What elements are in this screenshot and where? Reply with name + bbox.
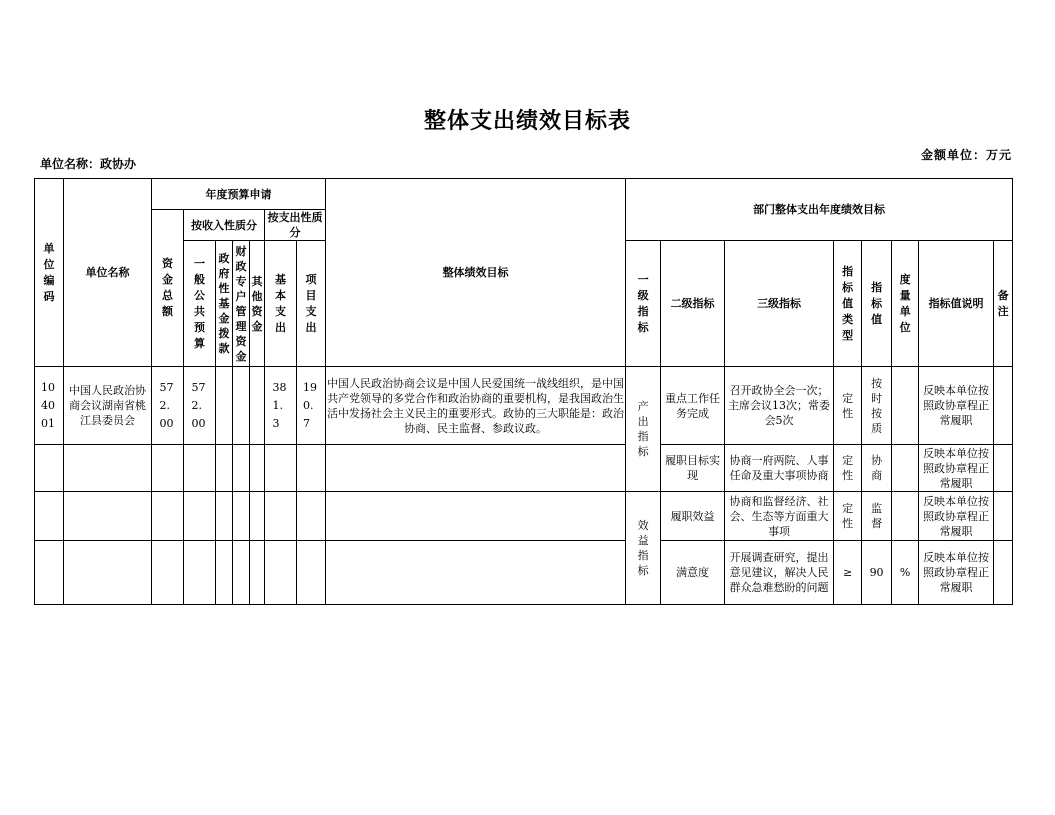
level3-cell: 开展调查研究，提出意见建议，解决人民群众急难愁盼的问题 (725, 541, 834, 605)
level1-cell: 效益指标 (626, 492, 661, 605)
header-fiscal-special: 财政专户管理资金 (233, 241, 250, 367)
header-level3: 三级指标 (725, 241, 834, 367)
table-row (35, 541, 1013, 605)
header-remark: 备注 (994, 241, 1013, 367)
level1-cell: 产出指标 (626, 367, 661, 492)
page-title: 整体支出绩效目标表 (423, 109, 631, 134)
measure-unit-cell (892, 367, 919, 445)
value-desc-cell: 反映本单位按照政协章程正常履职 (919, 492, 994, 541)
gov-fund-cell (216, 367, 233, 445)
amount-unit-label: 金额单位：万元 (921, 148, 1013, 162)
level2-cell: 满意度 (661, 541, 725, 605)
unit-name-label: 单位名称：政协办 (40, 157, 137, 171)
value-desc-cell: 反映本单位按照政协章程正常履职 (919, 541, 994, 605)
remark-cell (994, 367, 1013, 445)
remark-cell (994, 492, 1013, 541)
measure-unit-cell (892, 492, 919, 541)
header-general-budget: 一般公共预算 (184, 241, 216, 367)
remark-cell (994, 541, 1013, 605)
header-measure-unit: 度量单位 (892, 241, 919, 367)
value-desc-cell: 反映本单位按照政协章程正常履职 (919, 367, 994, 445)
basic-expense-cell: 38 1. 3 (265, 367, 297, 445)
header-basic-expense: 基本支出 (265, 241, 297, 367)
fiscal-special-cell (233, 367, 250, 445)
value-cell: 协商 (862, 445, 892, 492)
unit-code-cell: 10 40 01 (35, 367, 64, 445)
general-budget-cell: 57 2. 00 (184, 367, 216, 445)
table-row (35, 445, 1013, 492)
header-value-type: 指标值类型 (834, 241, 862, 367)
header-other-funds: 其他资金 (250, 241, 265, 367)
header-annual-budget: 年度预算申请 (152, 179, 326, 210)
value-cell: 监督 (862, 492, 892, 541)
total-funds-cell: 57 2. 00 (152, 367, 184, 445)
header-level2: 二级指标 (661, 241, 725, 367)
header-dept-goal: 部门整体支出年度绩效目标 (626, 179, 1013, 241)
level2-cell: 履职效益 (661, 492, 725, 541)
table-row (35, 367, 1013, 445)
value-type-cell: ≥ (834, 541, 862, 605)
header-total-funds: 资金总额 (152, 210, 184, 367)
level2-cell: 重点工作任务完成 (661, 367, 725, 445)
header-value: 指标值 (862, 241, 892, 367)
value-cell: 按时按质 (862, 367, 892, 445)
remark-cell (994, 445, 1013, 492)
measure-unit-cell (892, 445, 919, 492)
other-funds-cell (250, 367, 265, 445)
header-level1: 一级指标 (626, 241, 661, 367)
value-type-cell: 定性 (834, 367, 862, 445)
level2-cell: 履职目标实现 (661, 445, 725, 492)
performance-table (34, 178, 1013, 605)
project-expense-cell: 19 0. 7 (297, 367, 326, 445)
level3-cell: 协商一府两院、人事任命及重大事项协商 (725, 445, 834, 492)
unit-name-cell: 中国人民政治协商会议湖南省桃江县委员会 (64, 367, 152, 445)
value-type-cell: 定性 (834, 492, 862, 541)
level3-cell: 召开政协全会一次；主席会议13次；常委会5次 (725, 367, 834, 445)
header-unit-code: 单位编码 (35, 179, 64, 367)
level3-cell: 协商和监督经济、社会、生态等方面重大事项 (725, 492, 834, 541)
value-desc-cell: 反映本单位按照政协章程正常履职 (919, 445, 994, 492)
measure-unit-cell: % (892, 541, 919, 605)
header-by-income: 按收入性质分 (184, 210, 265, 241)
table-row (35, 492, 1013, 541)
header-unit-name: 单位名称 (64, 179, 152, 367)
header-value-desc: 指标值说明 (919, 241, 994, 367)
value-cell: 90 (862, 541, 892, 605)
overall-goal-text: 中国人民政治协商会议是中国人民爱国统一战线组织，是中国共产党领导的多党合作和政治协商的重要机构，是我国政治生活中发扬社会主义民主的重要形式。政协的三大职能是：政治协商、民主监督、参政议政。 (326, 367, 626, 445)
value-type-cell: 定性 (834, 445, 862, 492)
header-overall-goal: 整体绩效目标 (326, 179, 626, 367)
header-gov-fund: 政府性基金拨款 (216, 241, 233, 367)
header-project-expense: 项目支出 (297, 241, 326, 367)
header-by-expense: 按支出性质分 (265, 210, 326, 241)
